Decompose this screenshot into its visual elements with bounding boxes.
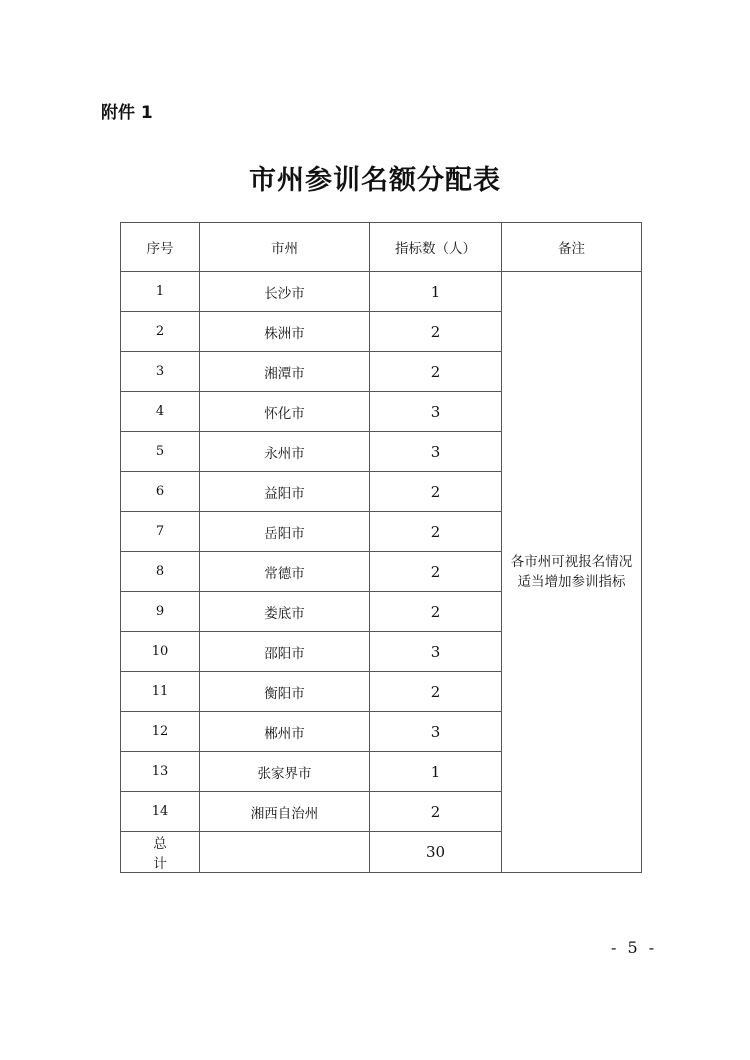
row-quota: 3: [370, 392, 502, 432]
row-seq: 10: [121, 632, 200, 672]
row-city: 张家界市: [200, 752, 370, 792]
page-number: - 5 -: [611, 938, 658, 957]
row-seq: 6: [121, 472, 200, 512]
row-city: 株洲市: [200, 312, 370, 352]
row-quota: 2: [370, 592, 502, 632]
row-seq: 8: [121, 552, 200, 592]
row-quota: 2: [370, 792, 502, 832]
row-seq: 13: [121, 752, 200, 792]
row-city: 岳阳市: [200, 512, 370, 552]
row-quota: 3: [370, 432, 502, 472]
table-row: [121, 272, 642, 312]
header-seq: 序号: [121, 223, 200, 272]
row-city: 郴州市: [200, 712, 370, 752]
row-seq: 3: [121, 352, 200, 392]
row-city: 湘西自治州: [200, 792, 370, 832]
row-city: 永州市: [200, 432, 370, 472]
row-quota: 2: [370, 512, 502, 552]
total-quota: 30: [370, 832, 502, 873]
note-line-2: 适当增加参训指标: [517, 574, 626, 590]
note-cell: [502, 272, 642, 873]
row-city: 衡阳市: [200, 672, 370, 712]
row-city: 益阳市: [200, 472, 370, 512]
row-city: 常德市: [200, 552, 370, 592]
row-quota: 2: [370, 552, 502, 592]
total-city: [200, 832, 370, 873]
row-seq: 4: [121, 392, 200, 432]
row-quota: 2: [370, 672, 502, 712]
row-quota: 1: [370, 272, 502, 312]
row-quota: 1: [370, 752, 502, 792]
header-note: 备注: [502, 223, 642, 272]
row-seq: 2: [121, 312, 200, 352]
header-city: 市州: [200, 223, 370, 272]
row-seq: 7: [121, 512, 200, 552]
row-quota: 2: [370, 472, 502, 512]
page-title: 市州参训名额分配表: [249, 165, 501, 196]
attachment-label: 附件 1: [101, 103, 153, 123]
row-city: 长沙市: [200, 272, 370, 312]
row-city: 怀化市: [200, 392, 370, 432]
row-seq: 11: [121, 672, 200, 712]
row-quota: 2: [370, 352, 502, 392]
row-city: 娄底市: [200, 592, 370, 632]
row-seq: 12: [121, 712, 200, 752]
row-seq: 9: [121, 592, 200, 632]
note-line-1: 各市州可视报名情况: [510, 554, 633, 570]
row-city: 邵阳市: [200, 632, 370, 672]
quota-table: [120, 222, 642, 873]
row-seq: 1: [121, 272, 200, 312]
row-quota: 2: [370, 312, 502, 352]
row-seq: 14: [121, 792, 200, 832]
header-quota: 指标数（人）: [370, 223, 502, 272]
row-quota: 3: [370, 632, 502, 672]
row-quota: 3: [370, 712, 502, 752]
total-label: 总计: [121, 832, 200, 873]
row-seq: 5: [121, 432, 200, 472]
row-city: 湘潭市: [200, 352, 370, 392]
table-header-row: [121, 223, 642, 272]
